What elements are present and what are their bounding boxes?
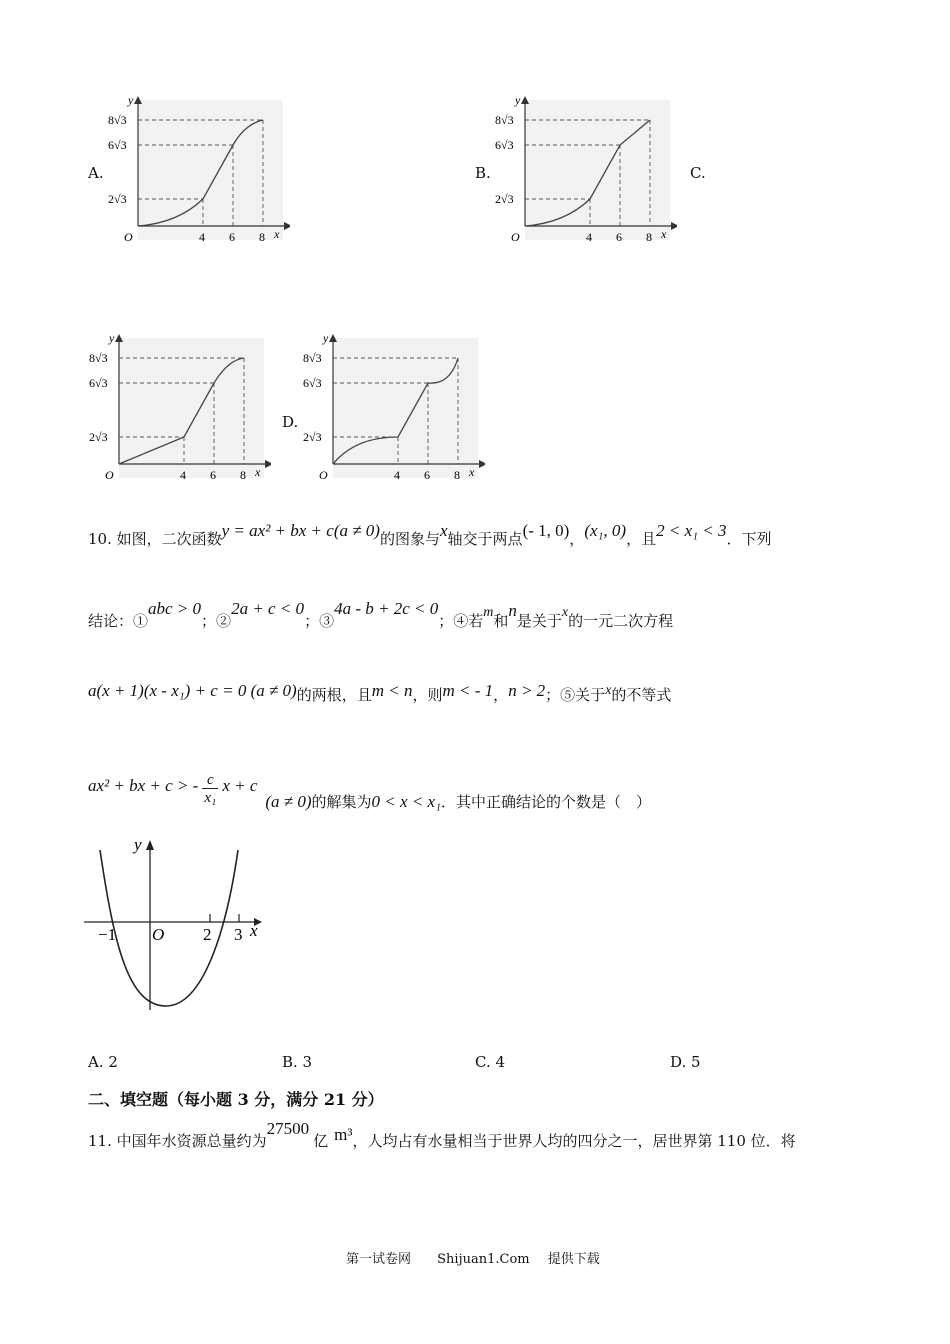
q10-text: 的两根，且 (296, 686, 372, 704)
tick-x-6: 6 (229, 230, 235, 244)
q11-unit-m3: m³ (334, 1125, 353, 1144)
tick-x-6: 6 (424, 468, 430, 482)
q10-text: ，且 (626, 530, 657, 548)
graph-option-a (100, 92, 290, 244)
q10-text: ；④若 (438, 612, 484, 630)
q10-conclusion-3: 4a - b + 2c < 0 (334, 599, 439, 618)
x-axis-label: x (469, 465, 475, 479)
q11-unit: 亿 (313, 1132, 329, 1150)
q10-inequality-cond: (a ≠ 0) (265, 791, 312, 811)
y-axis-label: y (323, 331, 329, 345)
q10-var-n: n (508, 601, 517, 620)
y-axis-label: y (128, 93, 134, 107)
q10-line-1 (88, 521, 772, 549)
label-x: x (250, 921, 258, 940)
q10-solution: 0 < x < x₁ (371, 791, 441, 811)
y-axis-label: y (109, 331, 115, 345)
origin-label: O (511, 230, 520, 244)
q10-text: ；② (201, 612, 232, 630)
q10-text: 的解集为 (311, 793, 372, 811)
tick-x-4: 4 (199, 230, 205, 244)
tick-x-8: 8 (454, 468, 460, 482)
option-a-label: A. (88, 164, 104, 182)
tick-x-6: 6 (616, 230, 622, 244)
y-axis-label: y (515, 93, 521, 107)
q10-text: ．下列 (726, 530, 772, 548)
q10-text: 的不等式 (611, 686, 672, 704)
q10-point-2: (x₁, 0) (584, 521, 627, 540)
parabola-curve (100, 850, 238, 1006)
tick-y-8r3: 8√3 (303, 351, 322, 365)
q10-text: 和 (493, 612, 509, 630)
x-axis-label: x (255, 465, 261, 479)
q11-suffix: ，人均占有水量相当于世界人均的四分之一，居世界第 110 位．将 (352, 1132, 796, 1150)
q10-cond-n: n > 2 (508, 681, 546, 700)
label-2: 2 (203, 925, 212, 944)
label-y: y (134, 835, 142, 854)
q10-line-3 (88, 681, 672, 705)
q10-var-x: x (605, 683, 612, 698)
tick-y-8r3: 8√3 (495, 113, 514, 127)
fraction-numerator: c (206, 772, 214, 788)
q10-function: y = ax² + bx + c(a ≠ 0) (221, 521, 380, 540)
label-3: 3 (234, 925, 243, 944)
page-footer (346, 1248, 600, 1267)
q10-var-x: x (561, 605, 569, 620)
q10-text: ．其中正确结论的个数是（ ） (441, 793, 652, 811)
tick-y-6r3: 6√3 (108, 138, 127, 152)
q10-line-2 (88, 599, 674, 631)
parabola-figure (84, 834, 274, 1014)
q10-cond-m: m < - 1 (442, 681, 494, 700)
tick-y-8r3: 8√3 (89, 351, 108, 365)
graph-option-d (295, 330, 485, 482)
graph-option-b (487, 92, 677, 244)
option-b-label: B. (475, 164, 491, 182)
tick-y-2r3: 2√3 (495, 192, 514, 206)
tick-y-6r3: 6√3 (495, 138, 514, 152)
q10-text: ， (493, 686, 509, 704)
footer-site-name: 第一试卷网 (346, 1252, 412, 1267)
q10-conclusion-2: 2a + c < 0 (231, 599, 305, 618)
tick-y-6r3: 6√3 (89, 376, 108, 390)
answer-option-c[interactable]: C. 4 (475, 1053, 506, 1071)
answer-option-d[interactable]: D. 5 (670, 1053, 701, 1071)
x-axis-label: x (274, 227, 280, 241)
q10-text: 的图象与 (379, 530, 440, 548)
q10-inequality-left: ax² + bx + c > - (88, 775, 199, 795)
q10-prefix: 10. 如图，二次函数 (88, 530, 222, 548)
q10-text: 轴交于两点 (447, 530, 523, 548)
tick-x-8: 8 (646, 230, 652, 244)
q10-text: 的一元二次方程 (568, 612, 674, 630)
tick-x-4: 4 (586, 230, 592, 244)
q10-text: ；③ (304, 612, 335, 630)
q10-text: 结论：① (88, 612, 149, 630)
option-c-label: C. (690, 164, 706, 182)
origin-label: O (105, 468, 114, 482)
tick-x-4: 4 (180, 468, 186, 482)
tick-y-6r3: 6√3 (303, 376, 322, 390)
footer-site-url[interactable]: Shijuan1.Com (437, 1252, 530, 1267)
tick-x-8: 8 (259, 230, 265, 244)
q11-prefix: 11. 中国年水资源总量约为 (88, 1132, 267, 1150)
tick-y-2r3: 2√3 (303, 430, 322, 444)
q10-text: ， (569, 530, 585, 548)
q10-conclusion-1: abc > 0 (148, 599, 202, 618)
origin-label: O (124, 230, 133, 244)
label-minus-1: −1 (98, 925, 117, 944)
tick-y-2r3: 2√3 (108, 192, 127, 206)
label-origin: O (152, 925, 165, 944)
answer-option-a[interactable]: A. 2 (88, 1053, 118, 1071)
q10-var-m: m (483, 605, 494, 620)
tick-y-8r3: 8√3 (108, 113, 127, 127)
option-d-label: D. (282, 413, 299, 431)
q11-number: 27500 (266, 1119, 310, 1138)
tick-x-4: 4 (394, 468, 400, 482)
q10-var-x: x (440, 521, 448, 540)
q10-condition: 2 < x₁ < 3 (656, 521, 727, 540)
q10-point-1: (- 1, 0) (522, 521, 570, 540)
q10-fraction (202, 772, 218, 807)
fraction-denominator: x₁ (204, 790, 217, 806)
footer-download-text: 提供下载 (547, 1252, 600, 1267)
origin-label: O (319, 468, 328, 482)
q10-text: ，则 (412, 686, 443, 704)
q10-text: ；⑤关于 (545, 686, 606, 704)
q10-equation: a(x + 1)(x - x₁) + c = 0 (a ≠ 0) (88, 681, 297, 700)
q10-cond-mn: m < n (371, 681, 413, 700)
tick-x-6: 6 (210, 468, 216, 482)
answer-option-b[interactable]: B. 3 (282, 1053, 313, 1071)
q10-inequality-right: x + c (222, 775, 258, 795)
tick-y-2r3: 2√3 (89, 430, 108, 444)
graph-option-c (81, 330, 271, 482)
x-axis-label: x (661, 227, 667, 241)
q11-line (88, 1119, 796, 1151)
tick-x-8: 8 (240, 468, 246, 482)
section-heading: 二、填空题（每小题 3 分，满分 21 分） (88, 1090, 384, 1109)
q10-text: 是关于 (516, 612, 562, 630)
q10-line-4 (88, 768, 652, 811)
